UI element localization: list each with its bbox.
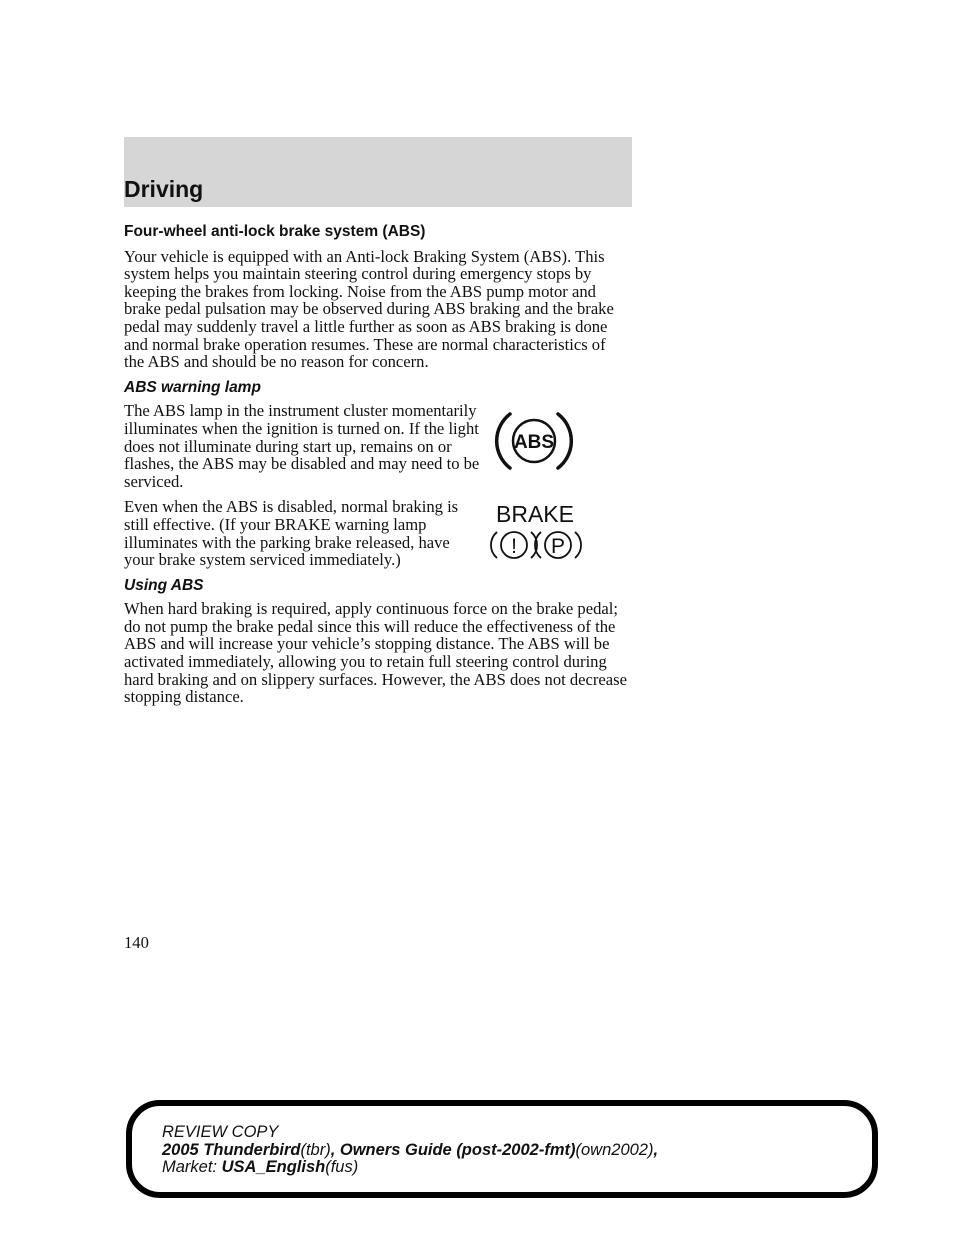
brake-lamp-exclamation: ! <box>511 535 517 559</box>
abs-lamp-label: ABS <box>513 432 555 454</box>
review-copy-market-line: Market: USA_English(fus) <box>162 1158 359 1176</box>
warning-lamp-paragraph: The ABS lamp in the instrument cluster momentarily illuminates when the ignition is turned on. If the light does not illuminate during start up, remains on or flashes, the ABS may be disabled and may need to be serviced. <box>124 401 480 491</box>
page-number: 140 <box>124 933 149 952</box>
using-abs-paragraph: When hard braking is required, apply continuous force on the brake pedal; do not pump the brake pedal since this will reduce the effectiveness of the ABS and will increase your vehicle’s stopping distance. The ABS will be activated immediately, allowing you to retain full steering control during hard braking and on slippery surfaces. However, the ABS does not decrease stopping distance. <box>124 599 627 707</box>
abs-warning-lamp-icon <box>482 402 629 478</box>
review-copy-text <box>162 1124 658 1177</box>
page-content <box>124 223 629 714</box>
brake-warning-lamp-icon <box>475 498 629 570</box>
section-title: Driving <box>124 176 204 202</box>
abs-heading: Four-wheel anti-lock brake system (ABS) <box>124 223 426 240</box>
using-abs-heading: Using ABS <box>124 576 204 594</box>
warning-lamp-heading: ABS warning lamp <box>124 378 261 396</box>
brake-lamp-p: P <box>550 535 566 559</box>
abs-intro-paragraph: Your vehicle is equipped with an Anti-lock Braking System (ABS). This system helps you maintain steering control during emergency stops by keeping the brakes from locking. Noise from the ABS pump motor and brake pedal pulsation may be observed during ABS braking and the brake pedal may suddenly travel a little further as soon as ABS braking is done and normal brake operation resumes. These are normal characteristics of the ABS and should be no reason for concern. <box>124 246 614 372</box>
review-copy-label: REVIEW COPY <box>162 1123 279 1141</box>
review-copy-guide-line: 2005 Thunderbird(tbr), Owners Guide (post-2002-fmt)(own2002), <box>162 1140 659 1159</box>
abs-disabled-paragraph: Even when the ABS is disabled, normal braking is still effective. (If your BRAKE warning lamp illuminates with the parking brake released, have your brake system serviced immediately.) <box>124 497 459 570</box>
brake-lamp-label: BRAKE <box>496 501 574 528</box>
